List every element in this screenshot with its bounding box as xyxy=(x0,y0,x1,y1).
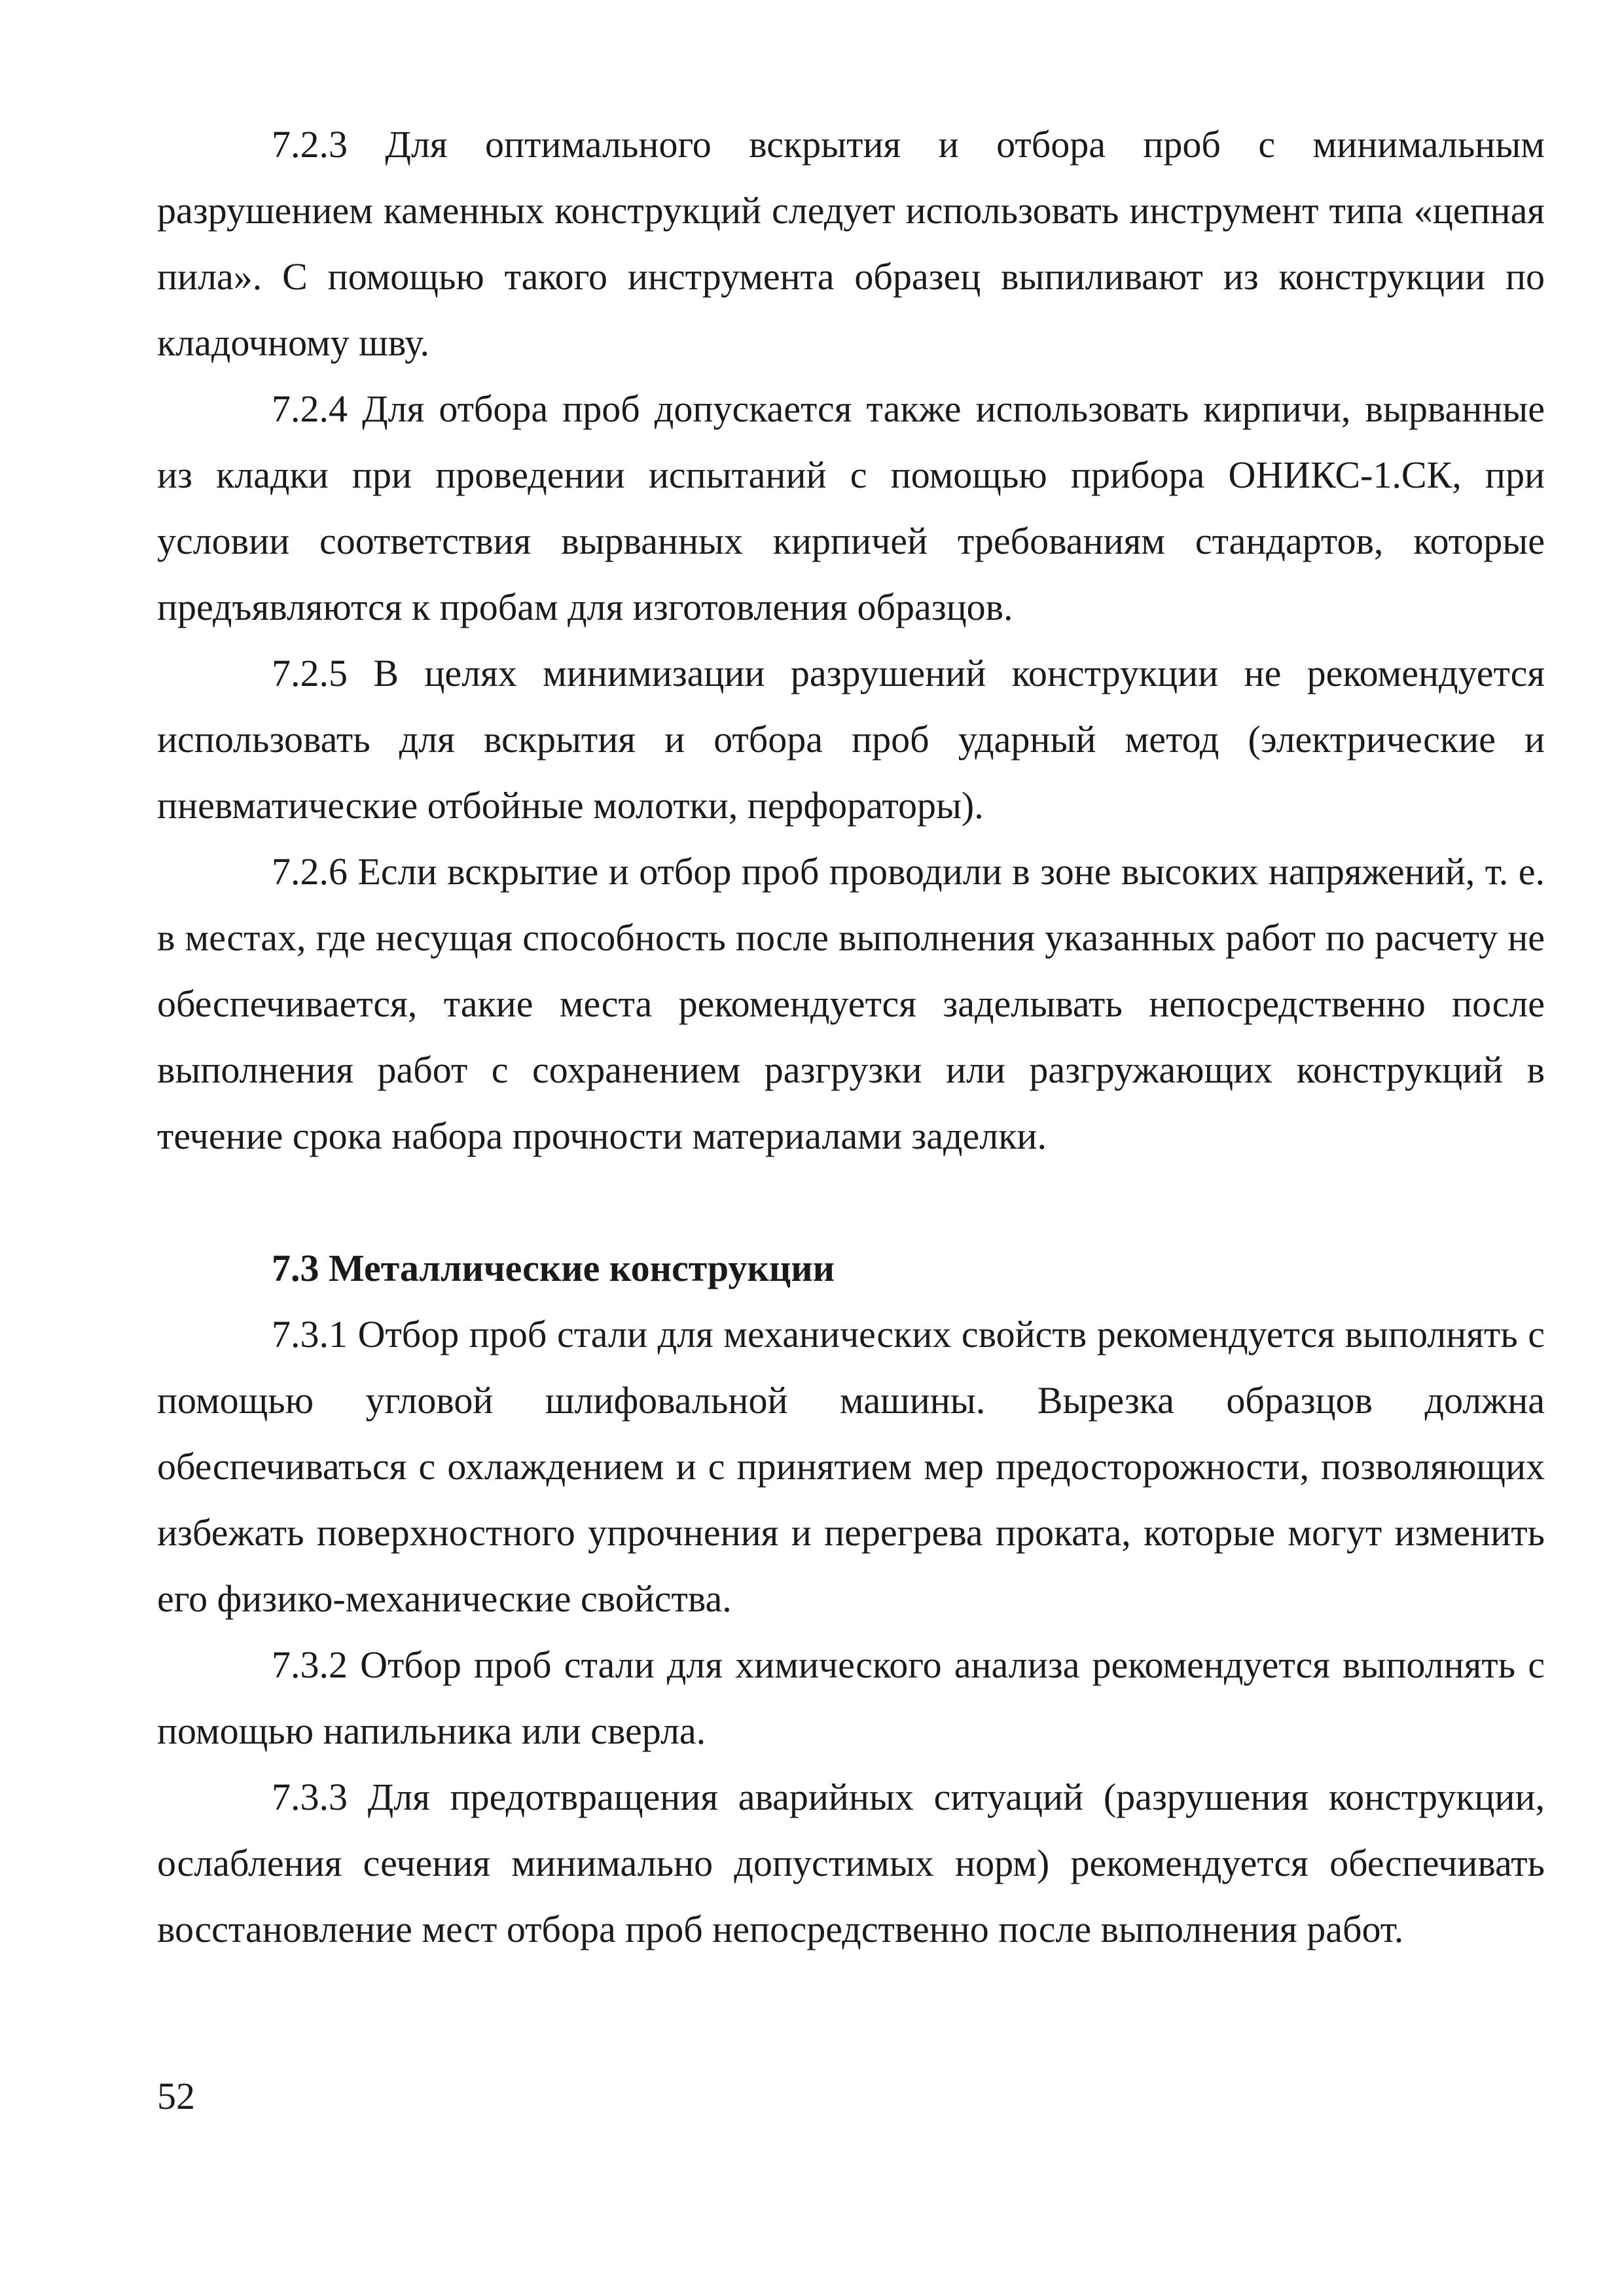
paragraph-7-3-3: 7.3.3 Для предотвращения аварийных ситуаций (разрушения конструкции, ослабления сечения минимально допустимых норм) рекомендуется обеспечивать восстановление мест отбора проб непосредственно после выполнения работ. xyxy=(157,1776,1545,1950)
paragraph-7-2-6: 7.2.6 Если вскрытие и отбор проб проводили в зоне высоких напряжений, т. е. в местах, где несущая способность после выполнения указанных работ по расчету не обеспечивается, такие места рекомендуется заделывать непосредственно после выполнения работ с сохранением разгрузки или разгружающих конструкций в течение срока набора прочности материалами заделки. xyxy=(157,850,1545,1157)
paragraph-7-2-3: 7.2.3 Для оптимального вскрытия и отбора проб с минимальным разрушением каменных конструкций следует использовать инструмент типа «цепная пила». С помощью такого инструмента образец выпиливают из конструкции по кладочному шву. xyxy=(157,123,1545,364)
page-body xyxy=(157,111,1545,1962)
page-number: 52 xyxy=(157,2075,195,2117)
paragraph-7-3-2: 7.3.2 Отбор проб стали для химического анализа рекомендуется выполнять с помощью напильника или сверла. xyxy=(157,1643,1545,1752)
section-heading-7-3: 7.3 Металлические конструкции xyxy=(272,1247,835,1289)
paragraph-7-2-4: 7.2.4 Для отбора проб допускается также использовать кирпичи, вырванные из кладки при проведении испытаний с помощью прибора ОНИКС-1.СК, при условии соответствия вырванных кирпичей требованиям стандартов, которые предъявляются к пробам для изготовления образцов. xyxy=(157,387,1545,628)
paragraph-7-2-5: 7.2.5 В целях минимизации разрушений конструкции не рекомендуется использовать для вскрытия и отбора проб ударный метод (электрические и пневматические отбойные молотки, перфораторы). xyxy=(157,652,1545,827)
paragraph-7-3-1: 7.3.1 Отбор проб стали для механических свойств рекомендуется выполнять с помощью угловой шлифовальной машины. Вырезка образцов должна обеспечиваться с охлаждением и с принятием мер предосторожности, позволяющих избежать поверхностного упрочнения и перегрева проката, которые могут изменить его физико-механические свойства. xyxy=(157,1313,1545,1620)
